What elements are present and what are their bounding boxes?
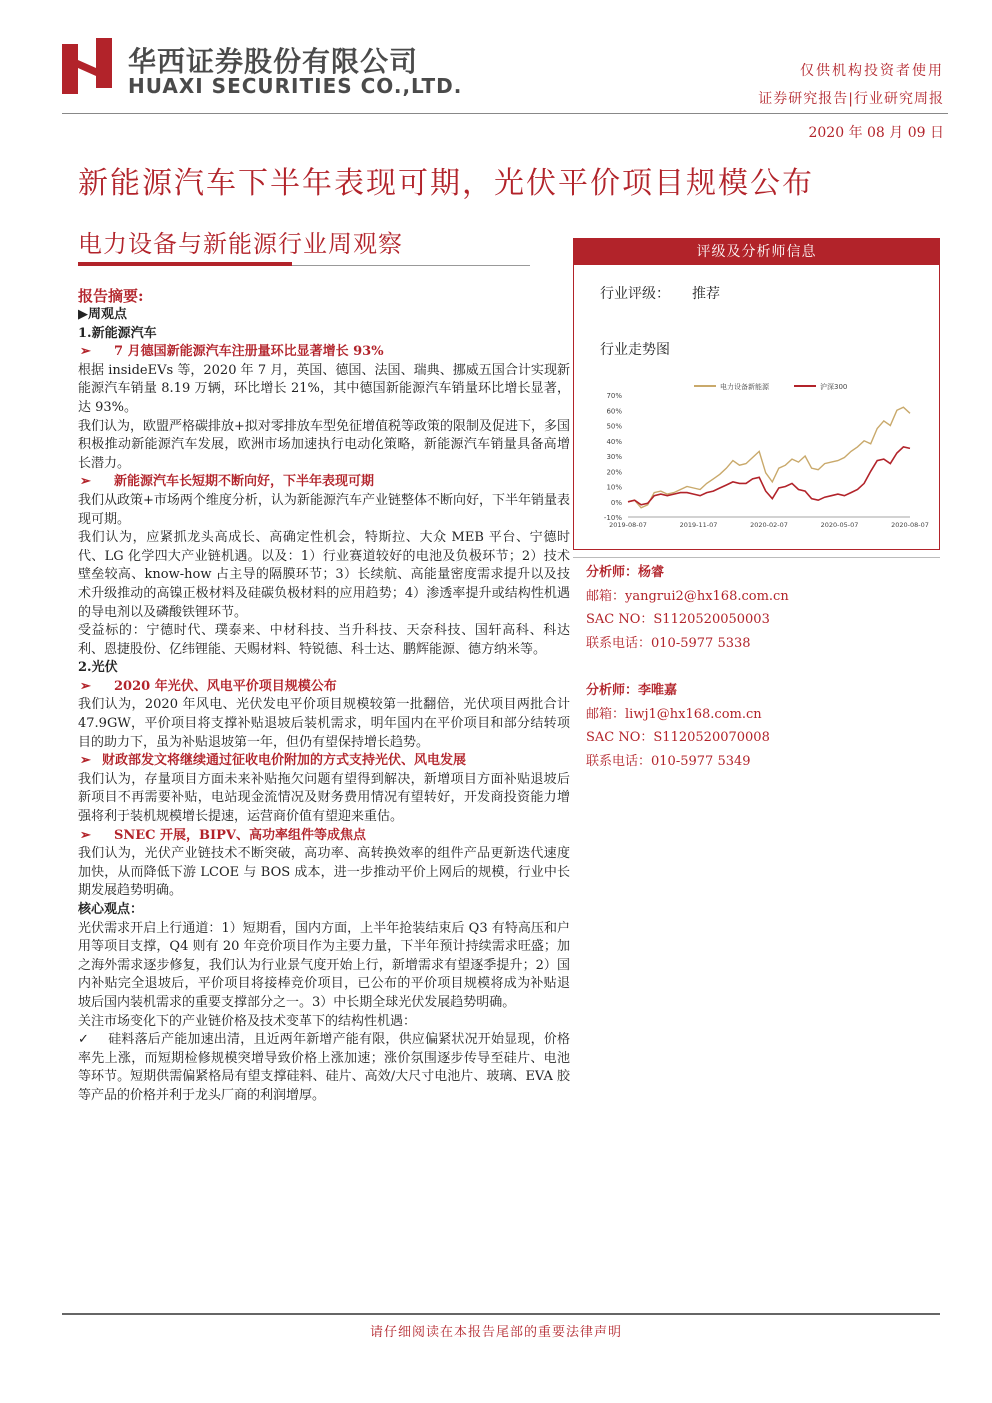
arrow-bullet-icon: ➢ [80,753,91,769]
bullet-heading: ➢ 7 月德国新能源汽车注册量环比显著增长 93% [78,343,570,362]
paragraph: 根据 insideEVs 等，2020 年 7 月，英国、德国、法国、瑞典、挪威五国合计实现新能源汽车销量 8.19 万辆，环比增长 21%，其中德国新能源汽车销量环比增长显著，达 93%。 [78,362,570,415]
legend-label: 沪深300 [820,383,848,391]
analyst-email-row: 邮箱：liwj1@hx168.com.cn [586,706,762,722]
arrow-bullet-icon: ➢ [80,474,91,490]
series-line-2 [628,447,910,505]
y-tick-label: -10% [603,514,622,522]
arrow-bullet-icon: ➢ [80,678,91,694]
header-divider [62,113,948,114]
trend-chart-title: 行业走势图 [600,342,670,358]
trend-chart [582,375,932,545]
legend-label: 电力设备新能源 [720,383,769,391]
y-tick-label: 60% [606,407,622,416]
analyst-phone: 010-5977 5349 [651,753,751,769]
bullet-heading: ➢ 新能源汽车长短期不断向好，下半年表现可期 [78,473,570,492]
huaxi-logo-icon [62,38,118,94]
page-title: 新能源汽车下半年表现可期，光伏平价项目规模公布 [78,166,814,201]
footer-divider [62,1313,940,1315]
bullet-heading: ➢ SNEC 开展，BIPV、高功率组件等成焦点 [78,827,570,846]
industry-rating [600,283,720,303]
y-tick-label: 70% [606,392,622,400]
paragraph: 我们认为，2020 年风电、光伏发电平价项目规模较第一批翻倍，光伏项目两批合计 47.9GW，平价项目将支撑补贴退坡后装机需求，明年国内在平价项目和部分结转项目的助力下，虽为补贴退坡第一年，但仍有望保持增长趋势。 [78,697,570,750]
arrow-bullet-icon: ➢ [80,827,91,843]
x-tick-label: 2019-11-07 [679,521,718,529]
bullet-heading: ➢ 财政部发文将继续通过征收电价附加的方式支持光伏、风电发展 [78,752,570,771]
y-tick-label: 10% [606,483,622,492]
y-tick-label: 30% [606,453,622,461]
arrow-bullet-icon: ➢ [80,344,91,360]
analyst-sac: S1120520050003 [653,612,770,627]
paragraph: 我们认为，应紧抓龙头高成长、高确定性机会，特斯拉、大众 MEB 平台、宁德时代、LG 化学四大产业链机遇。以及：1）行业赛道较好的电池及负极环节；2）技术壁垒较高、know-how 占主导的隔膜环节；3）长续航、高能量密度需求提升以及技术升级推动的高镍正极材料及硅碳负极材料的应用趋势；4）渗透率提升或结构性机遇的导电剂以及磷酸铁锂环节。 [78,530,570,620]
rating-panel [573,238,940,550]
y-tick-label: 40% [606,437,622,446]
y-tick-label: 0% [610,498,622,507]
analyst-card-2 [586,679,770,773]
summary-heading: 报告摘要: [78,287,144,305]
analyst-sac-row: SAC NO：S1120520050003 [586,612,770,627]
core-view-heading: 核心观点： [78,902,144,917]
subtitle-underline-gray [292,265,530,266]
analyst-divider [573,557,940,558]
x-tick-label: 2020-08-07 [891,521,929,529]
rating-value: 推荐 [692,286,720,302]
analyst-name: 李唯嘉 [638,683,678,698]
usage-note: 仅供机构投资者使用 [800,63,944,79]
section-nev-heading: 1.新能源汽车 [78,325,157,341]
report-type: 证券研究报告|行业研究周报 [758,91,944,107]
analyst-email-row: 邮箱：yangrui2@hx168.com.cn [586,588,789,604]
bullet-heading: ➢ 2020 年光伏、风电平价项目规模公布 [78,678,570,697]
paragraph: 我们认为，欧盟严格碳排放+拟对零排放车型免征增值税等政策的限制及促进下，多国积极推动新能源汽车发展，欧洲市场加速执行电动化策略，新能源汽车销量具备高增长潜力。 [78,418,570,471]
company-name-en: HUAXI SECURITIES CO.,LTD. [128,74,463,98]
analyst-name: 杨睿 [638,565,665,580]
analyst-card-1 [586,561,789,655]
paragraph: 我们认为，光伏产业链技术不断突破，高功率、高转换效率的组件产品更新迭代速度加快，从而降低下游 LCOE 与 BOS 成本，进一步推动平价上网后的规模，行业中长期发展趋势明确。 [78,846,570,899]
x-tick-label: 2020-05-07 [820,521,859,529]
report-summary [78,286,570,1106]
analyst-phone-row: 联系电话：010-5977 5349 [586,753,751,769]
bullet-icon: ✓ [78,1032,89,1048]
analyst-name-row: 分析师：杨睿 [586,565,665,580]
report-date: 2020 年 08 月 09 日 [808,125,944,141]
weekly-view-heading: ▶周观点 [78,307,127,322]
subtitle-underline [78,262,292,266]
paragraph: 我们从政策+市场两个维度分析，认为新能源汽车产业链整体不断向好，下半年销量表现可期。 [78,492,570,527]
y-tick-label: 20% [606,468,622,477]
analyst-email: liwj1@hx168.com.cn [625,706,762,722]
x-tick-label: 2020-02-07 [750,521,788,529]
analyst-sac-row: SAC NO：S1120520070008 [586,730,770,745]
y-tick-label: 50% [606,422,622,431]
rating-panel-header: 评级及分析师信息 [574,239,939,265]
company-name-cn: 华西证券股份有限公司 [128,45,419,78]
rating-label: 行业评级： [600,286,670,302]
section-pv-heading: 2.光伏 [78,660,118,676]
x-tick-label: 2019-08-07 [609,521,647,529]
paragraph: 受益标的：宁德时代、璞泰来、中材科技、当升科技、天奈科技、国轩高科、科达利、恩捷股份、亿纬锂能、天赐材料、特锐德、科士达、鹏辉能源、德方纳米等。 [78,623,570,657]
legal-notice: 请仔细阅读在本报告尾部的重要法律声明 [369,1325,622,1340]
paragraph: 关注市场变化下的产业链价格及技术变革下的结构性机遇： [78,1013,417,1029]
analyst-email: yangrui2@hx168.com.cn [625,588,789,604]
page-subtitle: 电力设备与新能源行业周观察 [78,230,403,258]
analyst-phone: 010-5977 5338 [651,635,751,651]
paragraph: 光伏需求开启上行通道：1）短期看，国内方面，上半年抢装结束后 Q3 有特高压和户用等项目支撑，Q4 则有 20 年竞价项目作为主要力量，下半年预计持续需求旺盛；加之海外需求逐步修复，我们认为行业景气度开始上行，新增需求有望逐季提升；2）国内补贴完全退坡后，平价项目将接棒竞价项目，已公布的平价项目规模将成为补贴退坡后国内装机需求的重要支撑部分之一。3）中长期全球光伏发展趋势明确。 [78,920,570,1010]
analyst-sac: S1120520070008 [653,730,770,745]
analyst-name-row: 分析师：李唯嘉 [586,683,678,698]
series-line-1 [628,407,910,508]
paragraph: ✓ 硅料落后产能加速出清，且近两年新增产能有限，供应偏紧状况开始显现，价格率先上涨，而短期检修规模突增导致价格上涨加速；涨价氛围逐步传导至硅片、电池等环节。短期供需偏紧格局有望支撑硅料、硅片、高效/大尺寸电池片、玻璃、EVA 胶等产品的价格并利于龙头厂商的利润增厚。 [78,1032,570,1103]
paragraph: 我们认为，存量项目方面未来补贴拖欠问题有望得到解决，新增项目方面补贴退坡后新项目不再需要补贴，电站现金流情况及财务费用情况有望转好，开发商投资能力增强将利于装机规模增长提速，运营商价值有望迎来重估。 [78,771,570,825]
analyst-phone-row: 联系电话：010-5977 5338 [586,635,751,651]
